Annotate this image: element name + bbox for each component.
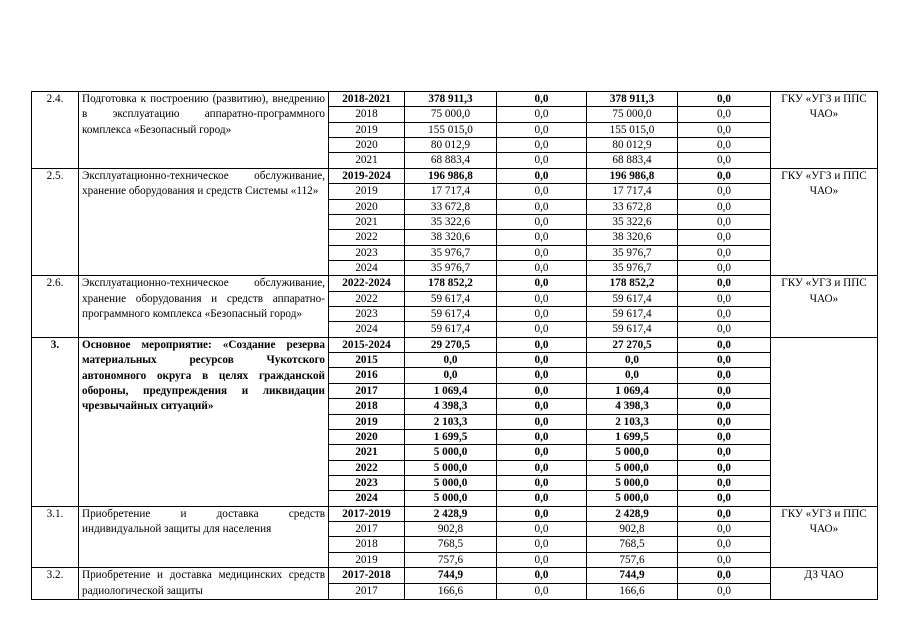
- other-cell: 0,0: [678, 353, 771, 368]
- responsible-agency: [771, 337, 878, 506]
- total-cell: 59 617,4: [405, 307, 497, 322]
- regional-cell: 178 852,2: [587, 276, 678, 291]
- other-cell: 0,0: [678, 491, 771, 506]
- total-cell: 178 852,2: [405, 276, 497, 291]
- federal-cell: 0,0: [497, 168, 587, 183]
- regional-cell: 757,6: [587, 552, 678, 567]
- other-cell: 0,0: [678, 368, 771, 383]
- other-cell: 0,0: [678, 337, 771, 352]
- year-cell: 2024: [329, 260, 405, 275]
- total-cell: 38 320,6: [405, 230, 497, 245]
- item-name: Эксплуатационно-техническое обслуживание, хранение оборудования и средств аппаратно-программного комплекса «Безопасный город»: [79, 276, 329, 337]
- year-cell: 2023: [329, 245, 405, 260]
- regional-cell: 0,0: [587, 353, 678, 368]
- other-cell: 0,0: [678, 460, 771, 475]
- year-cell: 2017: [329, 522, 405, 537]
- regional-cell: 5 000,0: [587, 445, 678, 460]
- regional-cell: 27 270,5: [587, 337, 678, 352]
- other-cell: 0,0: [678, 383, 771, 398]
- year-cell: 2021: [329, 445, 405, 460]
- regional-cell: 2 428,9: [587, 506, 678, 521]
- regional-cell: 59 617,4: [587, 291, 678, 306]
- total-cell: 155 015,0: [405, 122, 497, 137]
- other-cell: 0,0: [678, 414, 771, 429]
- item-number: 2.5.: [32, 168, 79, 276]
- total-cell: 5 000,0: [405, 460, 497, 475]
- federal-cell: 0,0: [497, 291, 587, 306]
- other-cell: 0,0: [678, 138, 771, 153]
- item-name: Эксплуатационно-техническое обслуживание, хранение оборудования и средств Системы «112»: [79, 168, 329, 276]
- year-cell: 2017-2019: [329, 506, 405, 521]
- regional-cell: 2 103,3: [587, 414, 678, 429]
- other-cell: 0,0: [678, 522, 771, 537]
- year-cell: 2020: [329, 199, 405, 214]
- other-cell: 0,0: [678, 322, 771, 337]
- other-cell: 0,0: [678, 445, 771, 460]
- item-number: 3.: [32, 337, 79, 506]
- regional-cell: 5 000,0: [587, 475, 678, 490]
- other-cell: 0,0: [678, 506, 771, 521]
- other-cell: 0,0: [678, 537, 771, 552]
- federal-cell: 0,0: [497, 368, 587, 383]
- regional-cell: 59 617,4: [587, 322, 678, 337]
- other-cell: 0,0: [678, 307, 771, 322]
- other-cell: 0,0: [678, 199, 771, 214]
- year-cell: 2023: [329, 307, 405, 322]
- total-cell: 5 000,0: [405, 491, 497, 506]
- federal-cell: 0,0: [497, 184, 587, 199]
- regional-cell: 155 015,0: [587, 122, 678, 137]
- federal-cell: 0,0: [497, 383, 587, 398]
- federal-cell: 0,0: [497, 214, 587, 229]
- year-cell: 2017: [329, 584, 405, 600]
- regional-cell: 33 672,8: [587, 199, 678, 214]
- year-cell: 2017-2018: [329, 568, 405, 584]
- total-cell: 17 717,4: [405, 184, 497, 199]
- federal-cell: 0,0: [497, 122, 587, 137]
- table-row: [32, 92, 878, 107]
- item-name: Основное мероприятие: «Создание резерва материальных ресурсов Чукотского автономного округа в целях гражданской обороны, предупреждения и ликвидации чрезвычайных ситуаций»: [79, 337, 329, 506]
- regional-cell: 17 717,4: [587, 184, 678, 199]
- federal-cell: 0,0: [497, 276, 587, 291]
- year-cell: 2016: [329, 368, 405, 383]
- regional-cell: 902,8: [587, 522, 678, 537]
- total-cell: 2 428,9: [405, 506, 497, 521]
- federal-cell: 0,0: [497, 414, 587, 429]
- total-cell: 4 398,3: [405, 399, 497, 414]
- federal-cell: 0,0: [497, 552, 587, 567]
- year-cell: 2022-2024: [329, 276, 405, 291]
- other-cell: 0,0: [678, 568, 771, 584]
- other-cell: 0,0: [678, 122, 771, 137]
- regional-cell: 68 883,4: [587, 153, 678, 168]
- year-cell: 2019: [329, 184, 405, 199]
- federal-cell: 0,0: [497, 537, 587, 552]
- regional-cell: 378 911,3: [587, 92, 678, 107]
- responsible-agency: ГКУ «УГЗ и ППС ЧАО»: [771, 168, 878, 276]
- other-cell: 0,0: [678, 214, 771, 229]
- item-number: 2.6.: [32, 276, 79, 337]
- total-cell: 166,6: [405, 584, 497, 600]
- total-cell: 2 103,3: [405, 414, 497, 429]
- table-row: [32, 506, 878, 521]
- regional-cell: 744,9: [587, 568, 678, 584]
- total-cell: 757,6: [405, 552, 497, 567]
- federal-cell: 0,0: [497, 568, 587, 584]
- federal-cell: 0,0: [497, 230, 587, 245]
- responsible-agency: ДЗ ЧАО: [771, 568, 878, 600]
- table-row: [32, 168, 878, 183]
- total-cell: 35 976,7: [405, 245, 497, 260]
- federal-cell: 0,0: [497, 460, 587, 475]
- total-cell: 29 270,5: [405, 337, 497, 352]
- total-cell: 5 000,0: [405, 445, 497, 460]
- year-cell: 2015: [329, 353, 405, 368]
- table-row: [32, 276, 878, 291]
- year-cell: 2021: [329, 153, 405, 168]
- federal-cell: 0,0: [497, 322, 587, 337]
- year-cell: 2019-2024: [329, 168, 405, 183]
- regional-cell: 768,5: [587, 537, 678, 552]
- federal-cell: 0,0: [497, 138, 587, 153]
- federal-cell: 0,0: [497, 522, 587, 537]
- total-cell: 35 322,6: [405, 214, 497, 229]
- total-cell: 5 000,0: [405, 475, 497, 490]
- year-cell: 2023: [329, 475, 405, 490]
- regional-cell: 35 976,7: [587, 245, 678, 260]
- table-row: [32, 337, 878, 352]
- budget-table-body: [32, 92, 878, 600]
- item-name: Приобретение и доставка медицинских средств радиологической защиты: [79, 568, 329, 600]
- table-row: [32, 568, 878, 584]
- other-cell: 0,0: [678, 153, 771, 168]
- regional-cell: 166,6: [587, 584, 678, 600]
- other-cell: 0,0: [678, 584, 771, 600]
- regional-cell: 0,0: [587, 368, 678, 383]
- responsible-agency: ГКУ «УГЗ и ППС ЧАО»: [771, 276, 878, 337]
- regional-cell: 35 976,7: [587, 260, 678, 275]
- year-cell: 2018: [329, 537, 405, 552]
- year-cell: 2019: [329, 122, 405, 137]
- item-name: Приобретение и доставка средств индивидуальной защиты для населения: [79, 506, 329, 567]
- total-cell: 1 699,5: [405, 429, 497, 444]
- other-cell: 0,0: [678, 107, 771, 122]
- year-cell: 2020: [329, 138, 405, 153]
- year-cell: 2020: [329, 429, 405, 444]
- other-cell: 0,0: [678, 168, 771, 183]
- total-cell: 59 617,4: [405, 322, 497, 337]
- other-cell: 0,0: [678, 276, 771, 291]
- federal-cell: 0,0: [497, 429, 587, 444]
- responsible-agency: ГКУ «УГЗ и ППС ЧАО»: [771, 506, 878, 567]
- total-cell: 744,9: [405, 568, 497, 584]
- federal-cell: 0,0: [497, 445, 587, 460]
- regional-cell: 80 012,9: [587, 138, 678, 153]
- other-cell: 0,0: [678, 291, 771, 306]
- federal-cell: 0,0: [497, 107, 587, 122]
- total-cell: 35 976,7: [405, 260, 497, 275]
- other-cell: 0,0: [678, 184, 771, 199]
- total-cell: 59 617,4: [405, 291, 497, 306]
- responsible-agency: ГКУ «УГЗ и ППС ЧАО»: [771, 92, 878, 169]
- federal-cell: 0,0: [497, 584, 587, 600]
- regional-cell: 196 986,8: [587, 168, 678, 183]
- year-cell: 2022: [329, 230, 405, 245]
- other-cell: 0,0: [678, 552, 771, 567]
- year-cell: 2018: [329, 107, 405, 122]
- item-number: 3.2.: [32, 568, 79, 600]
- federal-cell: 0,0: [497, 260, 587, 275]
- federal-cell: 0,0: [497, 153, 587, 168]
- other-cell: 0,0: [678, 429, 771, 444]
- year-cell: 2024: [329, 322, 405, 337]
- total-cell: 768,5: [405, 537, 497, 552]
- other-cell: 0,0: [678, 260, 771, 275]
- federal-cell: 0,0: [497, 353, 587, 368]
- item-number: 2.4.: [32, 92, 79, 169]
- other-cell: 0,0: [678, 399, 771, 414]
- regional-cell: 5 000,0: [587, 460, 678, 475]
- regional-cell: 1 699,5: [587, 429, 678, 444]
- other-cell: 0,0: [678, 92, 771, 107]
- other-cell: 0,0: [678, 245, 771, 260]
- year-cell: 2018: [329, 399, 405, 414]
- total-cell: 196 986,8: [405, 168, 497, 183]
- year-cell: 2024: [329, 491, 405, 506]
- total-cell: 0,0: [405, 353, 497, 368]
- federal-cell: 0,0: [497, 245, 587, 260]
- year-cell: 2017: [329, 383, 405, 398]
- total-cell: 75 000,0: [405, 107, 497, 122]
- total-cell: 902,8: [405, 522, 497, 537]
- federal-cell: 0,0: [497, 399, 587, 414]
- regional-cell: 38 320,6: [587, 230, 678, 245]
- regional-cell: 1 069,4: [587, 383, 678, 398]
- regional-cell: 75 000,0: [587, 107, 678, 122]
- federal-cell: 0,0: [497, 199, 587, 214]
- federal-cell: 0,0: [497, 92, 587, 107]
- other-cell: 0,0: [678, 230, 771, 245]
- year-cell: 2022: [329, 291, 405, 306]
- year-cell: 2022: [329, 460, 405, 475]
- other-cell: 0,0: [678, 475, 771, 490]
- regional-cell: 59 617,4: [587, 307, 678, 322]
- item-number: 3.1.: [32, 506, 79, 567]
- total-cell: 68 883,4: [405, 153, 497, 168]
- total-cell: 80 012,9: [405, 138, 497, 153]
- federal-cell: 0,0: [497, 475, 587, 490]
- regional-cell: 5 000,0: [587, 491, 678, 506]
- year-cell: 2019: [329, 414, 405, 429]
- regional-cell: 35 322,6: [587, 214, 678, 229]
- federal-cell: 0,0: [497, 337, 587, 352]
- year-cell: 2015-2024: [329, 337, 405, 352]
- total-cell: 1 069,4: [405, 383, 497, 398]
- federal-cell: 0,0: [497, 506, 587, 521]
- total-cell: 0,0: [405, 368, 497, 383]
- budget-table: [31, 91, 878, 600]
- item-name: Подготовка к построению (развитию), внедрению в эксплуатацию аппаратно-программного комплекса «Безопасный город»: [79, 92, 329, 169]
- year-cell: 2018-2021: [329, 92, 405, 107]
- total-cell: 378 911,3: [405, 92, 497, 107]
- total-cell: 33 672,8: [405, 199, 497, 214]
- year-cell: 2019: [329, 552, 405, 567]
- federal-cell: 0,0: [497, 491, 587, 506]
- regional-cell: 4 398,3: [587, 399, 678, 414]
- year-cell: 2021: [329, 214, 405, 229]
- federal-cell: 0,0: [497, 307, 587, 322]
